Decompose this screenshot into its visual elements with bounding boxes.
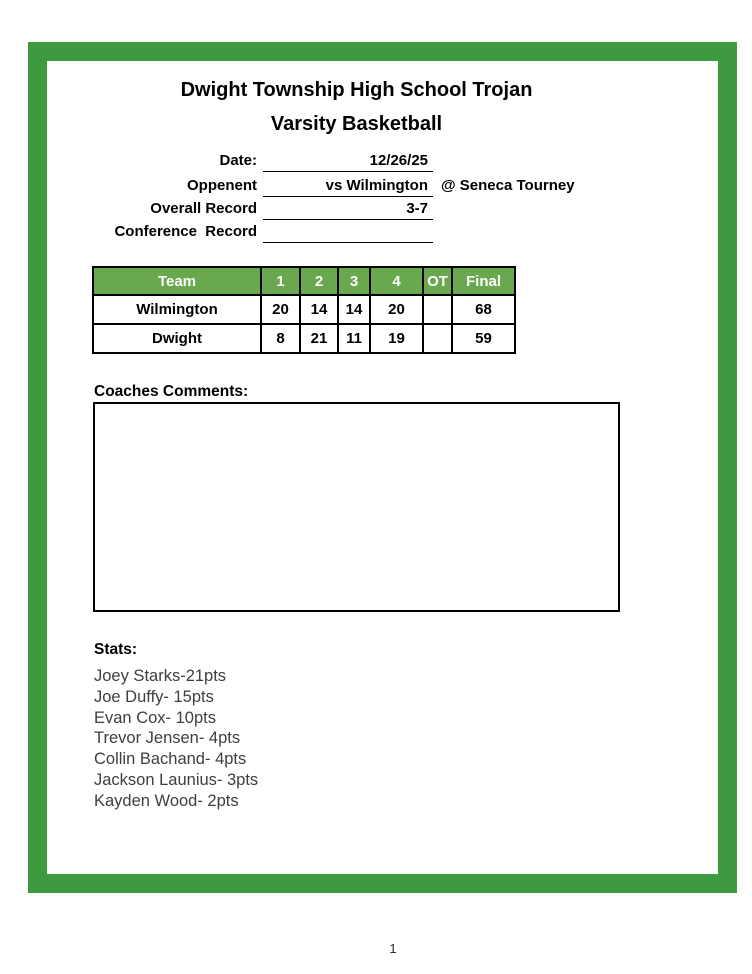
header-team: Team (93, 267, 261, 295)
coaches-comments-label: Coaches Comments: (94, 383, 249, 400)
header-q1: 1 (261, 267, 300, 295)
q4-score-cell: 20 (370, 295, 423, 324)
stats-list (94, 666, 258, 812)
score-table-header-row (93, 267, 515, 295)
overall-record-field (263, 198, 433, 220)
form-row-opponent (93, 175, 575, 197)
score-row-wilmington (93, 295, 515, 324)
opponent-value: vs Wilmington (325, 177, 428, 194)
final-score-cell: 68 (452, 295, 515, 324)
conference-record-label: Conference Record (114, 223, 257, 240)
q4-score-cell: 19 (370, 324, 423, 353)
q2-score-cell: 21 (300, 324, 338, 353)
score-table (92, 266, 516, 354)
q3-score-cell: 11 (338, 324, 370, 353)
form-row-conference-record (93, 221, 441, 243)
header-q2: 2 (300, 267, 338, 295)
q3-score-cell: 14 (338, 295, 370, 324)
opponent-note: @ Seneca Tourney (441, 177, 575, 194)
page-title-line2: Varsity Basketball (270, 113, 443, 135)
stat-line: Joe Duffy- 15pts (94, 687, 214, 706)
stat-line: Collin Bachand- 4pts (94, 750, 247, 769)
header-q4: 4 (370, 267, 423, 295)
stat-line: Evan Cox- 10pts (94, 708, 216, 727)
q1-score-cell: 20 (261, 295, 300, 324)
header-q3: 3 (338, 267, 370, 295)
overall-record-value: 3-7 (406, 200, 428, 217)
ot-score-cell (423, 295, 452, 324)
team-name-cell: Wilmington (93, 295, 261, 324)
opponent-label: Oppenent (187, 177, 257, 194)
overall-record-label: Overall Record (150, 200, 257, 217)
form-row-overall-record (93, 198, 441, 220)
q2-score-cell: 14 (300, 295, 338, 324)
page-title-line1: Dwight Township High School Trojan (180, 79, 533, 101)
final-score-cell: 59 (452, 324, 515, 353)
form-row-date (93, 150, 441, 172)
coaches-comments-box (93, 402, 620, 612)
page-title (93, 73, 620, 141)
date-value: 12/26/25 (369, 152, 428, 169)
stat-line: Jackson Launius- 3pts (94, 770, 259, 789)
conference-record-field (263, 222, 433, 243)
header-final: Final (452, 267, 515, 295)
date-label: Date: (219, 152, 257, 169)
header-ot: OT (423, 267, 452, 295)
page-number: 1 (389, 941, 397, 956)
ot-score-cell (423, 324, 452, 353)
stat-line: Joey Starks-21pts (94, 667, 227, 685)
stat-line: Kayden Wood- 2pts (94, 791, 239, 810)
stats-heading: Stats: (94, 641, 138, 658)
opponent-field (263, 175, 433, 197)
q1-score-cell: 8 (261, 324, 300, 353)
date-field (263, 150, 433, 172)
team-name-cell: Dwight (93, 324, 261, 353)
stat-line: Trevor Jensen- 4pts (94, 729, 241, 748)
score-row-dwight (93, 324, 515, 353)
